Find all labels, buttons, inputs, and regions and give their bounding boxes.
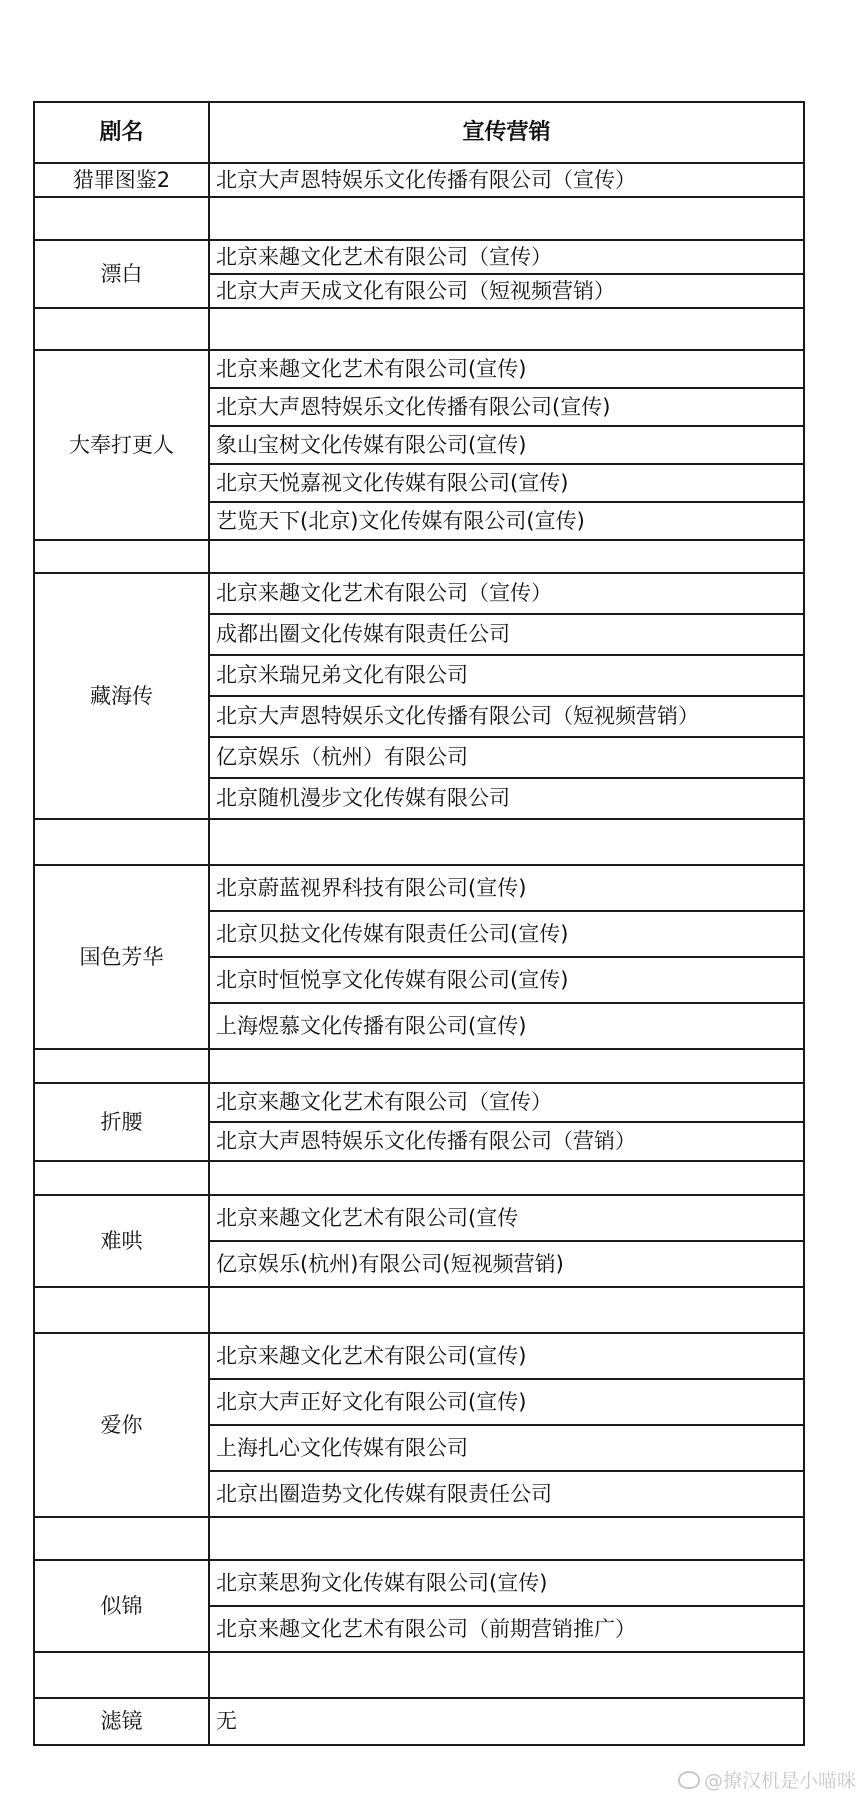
company-cell: 北京来趣文化艺术有限公司(宣传) bbox=[209, 350, 804, 388]
table-row bbox=[34, 1560, 804, 1606]
header-row bbox=[34, 102, 804, 163]
company-cell: 北京来趣文化艺术有限公司（宣传） bbox=[209, 240, 804, 274]
header-marketing: 宣传营销 bbox=[209, 102, 804, 163]
blank-row bbox=[34, 540, 804, 573]
company-cell bbox=[209, 1049, 804, 1083]
company-cell: 北京大声恩特娱乐文化传播有限公司（宣传） bbox=[209, 163, 804, 197]
company-cell: 北京来趣文化艺术有限公司(宣传 bbox=[209, 1195, 804, 1241]
company-cell: 上海煜慕文化传播有限公司(宣传) bbox=[209, 1003, 804, 1049]
blank-row bbox=[34, 1287, 804, 1333]
company-cell bbox=[209, 1652, 804, 1698]
table-row bbox=[34, 865, 804, 911]
company-cell: 北京来趣文化艺术有限公司（宣传） bbox=[209, 573, 804, 614]
company-cell: 北京莱思狗文化传媒有限公司(宣传) bbox=[209, 1560, 804, 1606]
drama-name-cell bbox=[34, 1287, 209, 1333]
company-cell: 北京大声天成文化有限公司（短视频营销） bbox=[209, 274, 804, 308]
drama-name-cell bbox=[34, 540, 209, 573]
company-cell: 成都出圈文化传媒有限责任公司 bbox=[209, 614, 804, 655]
table-row bbox=[34, 240, 804, 274]
company-cell bbox=[209, 308, 804, 350]
blank-row bbox=[34, 1161, 804, 1195]
marketing-table bbox=[33, 101, 805, 1746]
company-cell: 北京来趣文化艺术有限公司(宣传) bbox=[209, 1333, 804, 1379]
drama-name-cell bbox=[34, 1517, 209, 1560]
company-cell bbox=[209, 197, 804, 240]
blank-row bbox=[34, 819, 804, 865]
drama-name-cell: 似锦 bbox=[34, 1560, 209, 1652]
table-row bbox=[34, 1698, 804, 1745]
drama-name-cell bbox=[34, 1161, 209, 1195]
drama-name-cell bbox=[34, 1652, 209, 1698]
blank-row bbox=[34, 308, 804, 350]
table-row bbox=[34, 163, 804, 197]
company-cell bbox=[209, 819, 804, 865]
drama-name-cell: 难哄 bbox=[34, 1195, 209, 1287]
company-cell bbox=[209, 1517, 804, 1560]
company-cell bbox=[209, 540, 804, 573]
drama-name-cell bbox=[34, 197, 209, 240]
drama-name-cell: 国色芳华 bbox=[34, 865, 209, 1049]
blank-row bbox=[34, 1652, 804, 1698]
table-row bbox=[34, 1083, 804, 1122]
blank-row bbox=[34, 197, 804, 240]
company-cell: 北京来趣文化艺术有限公司（宣传） bbox=[209, 1083, 804, 1122]
drama-name-cell: 猎罪图鉴2 bbox=[34, 163, 209, 197]
drama-name-cell: 滤镜 bbox=[34, 1698, 209, 1745]
table-row bbox=[34, 1333, 804, 1379]
blank-row bbox=[34, 1049, 804, 1083]
weibo-logo-icon bbox=[678, 1771, 700, 1789]
company-cell: 北京时恒悦享文化传媒有限公司(宣传) bbox=[209, 957, 804, 1003]
drama-name-cell bbox=[34, 819, 209, 865]
drama-name-cell: 漂白 bbox=[34, 240, 209, 308]
header-drama-name: 剧名 bbox=[34, 102, 209, 163]
drama-name-cell: 折腰 bbox=[34, 1083, 209, 1161]
watermark-text: @撩汉机是小喵咪 bbox=[703, 1770, 856, 1792]
drama-name-cell: 爱你 bbox=[34, 1333, 209, 1517]
company-cell: 北京随机漫步文化传媒有限公司 bbox=[209, 778, 804, 819]
company-cell: 北京来趣文化艺术有限公司（前期营销推广） bbox=[209, 1606, 804, 1652]
blank-row bbox=[34, 1517, 804, 1560]
company-cell bbox=[209, 1287, 804, 1333]
company-cell: 北京米瑞兄弟文化有限公司 bbox=[209, 655, 804, 696]
table-row bbox=[34, 1195, 804, 1241]
company-cell: 北京贝挞文化传媒有限责任公司(宣传) bbox=[209, 911, 804, 957]
table-row bbox=[34, 573, 804, 614]
company-cell: 象山宝树文化传媒有限公司(宣传) bbox=[209, 426, 804, 464]
company-cell bbox=[209, 1161, 804, 1195]
table-row bbox=[34, 350, 804, 388]
company-cell: 北京大声恩特娱乐文化传播有限公司（营销） bbox=[209, 1122, 804, 1161]
drama-name-cell: 大奉打更人 bbox=[34, 350, 209, 540]
company-cell: 北京大声恩特娱乐文化传播有限公司(宣传) bbox=[209, 388, 804, 426]
company-cell: 亿京娱乐(杭州)有限公司(短视频营销) bbox=[209, 1241, 804, 1287]
company-cell: 北京大声恩特娱乐文化传播有限公司（短视频营销） bbox=[209, 696, 804, 737]
company-cell: 北京天悦嘉视文化传媒有限公司(宣传) bbox=[209, 464, 804, 502]
drama-name-cell: 藏海传 bbox=[34, 573, 209, 819]
company-cell: 上海扎心文化传媒有限公司 bbox=[209, 1425, 804, 1471]
company-cell: 北京出圈造势文化传媒有限责任公司 bbox=[209, 1471, 804, 1517]
company-cell: 北京蔚蓝视界科技有限公司(宣传) bbox=[209, 865, 804, 911]
company-cell: 北京大声正好文化有限公司(宣传) bbox=[209, 1379, 804, 1425]
watermark bbox=[678, 1766, 856, 1793]
company-cell: 亿京娱乐（杭州）有限公司 bbox=[209, 737, 804, 778]
drama-name-cell bbox=[34, 308, 209, 350]
company-cell: 艺览天下(北京)文化传媒有限公司(宣传) bbox=[209, 502, 804, 540]
company-cell: 无 bbox=[209, 1698, 804, 1745]
drama-name-cell bbox=[34, 1049, 209, 1083]
